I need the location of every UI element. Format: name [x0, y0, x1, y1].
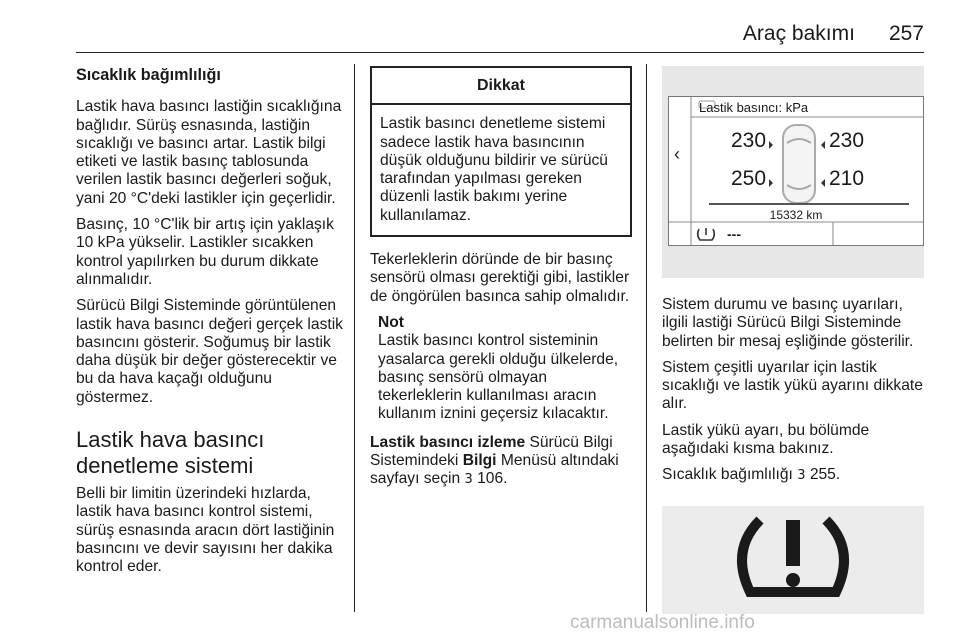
section-name: Araç bakımı [742, 22, 855, 45]
pressure-front-left: 230 [731, 129, 767, 152]
column-left [76, 66, 344, 585]
column-divider [646, 64, 647, 612]
screen-title: Lastik basıncı: kPa [699, 100, 809, 115]
pressure-rear-right: 210 [829, 167, 865, 190]
page-reference[interactable]: 255. [809, 466, 841, 484]
section-title: Lastik hava basıncı denetleme sistemi [76, 427, 265, 479]
front-right-arrow-icon [821, 141, 825, 149]
menu-term: Lastik basıncı izleme [370, 433, 526, 451]
watermark: carmanualsonline.info [570, 612, 755, 633]
rear-left-arrow-icon [769, 179, 773, 187]
page-reference[interactable]: 106. [477, 470, 508, 488]
car-top-view-icon [783, 125, 815, 203]
reference-arrow-icon: 3 [797, 468, 806, 484]
paragraph: Lastik yükü ayarı, bu bölümde aşağıdaki kısma bakınız. [662, 421, 870, 458]
paragraph: Basınç, 10 °C'lik bir artış için yaklaşık 10 kPa yükselir. Lastikler sıcakken kontrol yapılırken bu durum dikkate alınmalıdır. [76, 216, 334, 288]
page-header [743, 22, 924, 46]
menu-name: Bilgi [462, 452, 497, 470]
note-body: Lastik basıncı kontrol sisteminin yasalarca gerekli olduğu ülkelerde, basınç sensörü olmayan tekerleklerin kullanılması aracın kullanım iznini geçersiz kılacaktır. [378, 332, 619, 423]
dashboard-illustration [662, 66, 924, 278]
pressure-rear-left: 250 [731, 167, 767, 190]
caution-body: Lastik basıncı denetleme sistemi sadece lastik hava basıncının düşük olduğunu bildirir ve sürücü tarafından yapılması gereken düzenli lastik bakımı yerine kullanılamaz. [380, 115, 608, 224]
odometer: 15332 km [769, 208, 823, 222]
back-button[interactable]: ‹ [674, 144, 680, 164]
pressure-front-right: 230 [829, 129, 865, 152]
tire-pressure-screen [668, 96, 924, 246]
note-title: Not [378, 313, 404, 331]
rear-right-arrow-icon [821, 179, 825, 187]
front-left-arrow-icon [769, 141, 773, 149]
reference-arrow-icon: 3 [464, 472, 473, 488]
subheading: Sıcaklık bağımlılığı [76, 66, 221, 84]
column-middle [370, 66, 632, 498]
status-text: --- [727, 226, 741, 242]
paragraph: Tekerleklerin döründe de bir basınç sensörü olması gerektiği gibi, lastikler de öngörülen basınca sahip olmalıdır. [370, 251, 630, 305]
caution-box [370, 66, 632, 237]
paragraph: Sürücü Bilgi Sisteminde görüntülenen lastik hava basıncı değeri gerçek lastik basıncını gösterir. Soğumuş bir lastik daha düşük bir değer gösterecektir ve bu da hava kaçağı olduğunu göstermez. [76, 297, 343, 406]
paragraph: Sistem çeşitli uyarılar için lastik sıcaklığı ve lastik yükü ayarını dikkate alır. [662, 358, 923, 413]
tire-pressure-warning-icon [698, 228, 715, 240]
divider-bar [709, 203, 909, 205]
tire-pressure-warning-icon [662, 506, 924, 614]
paragraph: Sistem durumu ve basınç uyarıları, ilgili lastiği Sürücü Bilgi Sisteminde belirten bir mesaj eşliğinde gösterilir. [662, 296, 914, 350]
paragraph: Lastik basıncı izleme Sürücü Bilgi Sistemindeki Bilgi Menüsü altındaki sayfayı seçin 3 106. [370, 433, 619, 488]
paragraph: Sıcaklık bağımlılığı 3 255. [662, 466, 841, 484]
page-number: 257 [888, 22, 924, 45]
caution-title: Dikkat [372, 68, 630, 105]
column-right [662, 66, 924, 614]
paragraph: Lastik hava basıncı lastiğin sıcaklığına bağlıdır. Sürüş esnasında, lastiğin sıcaklığı ve basıncı artar. Lastik bilgi etiketi ve lastik basınç tablosunda verilen lastik basıncı değerleri soğuk, yani 20 °C'deki lastikler için geçerlidir. [76, 98, 342, 207]
warning-lamp-illustration [662, 506, 924, 614]
column-divider [354, 64, 355, 612]
note [378, 314, 632, 424]
header-rule [76, 52, 924, 53]
paragraph: Belli bir limitin üzerindeki hızlarda, lastik hava basıncı kontrol sistemi, sürüş esnasında aracın dört lastiğinin basıncını ve devir sayısını her dakika kontrol eder. [76, 485, 335, 576]
